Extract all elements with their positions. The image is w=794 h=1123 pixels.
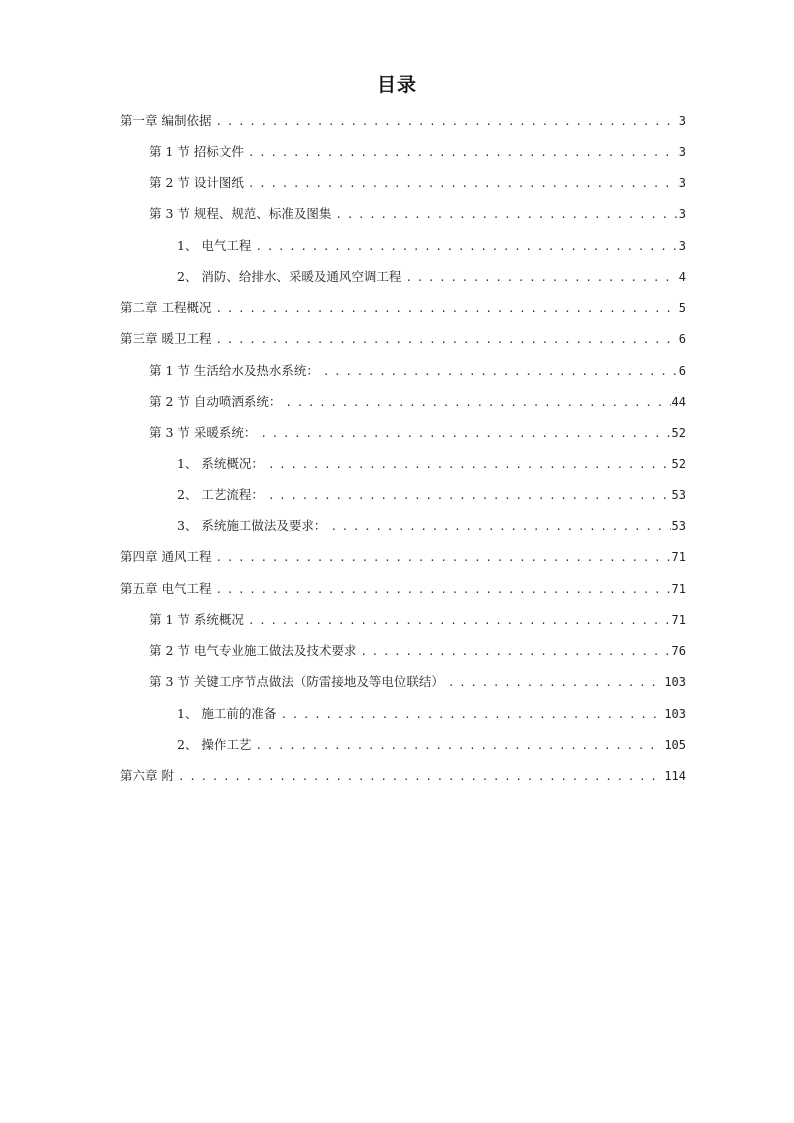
toc-entry-page: 53 <box>671 488 686 502</box>
toc-entry-text: 1、 电气工程 <box>177 238 252 253</box>
toc-entry[interactable] <box>177 516 686 536</box>
toc-entry-page: 105 <box>664 738 686 752</box>
toc-entry-page: 52 <box>671 426 686 440</box>
toc-entry[interactable] <box>177 485 686 505</box>
toc-entry-page: 3 <box>678 207 686 221</box>
toc-dot-leader <box>215 580 670 600</box>
toc-entry-page: 52 <box>671 457 686 471</box>
toc-entry-page: 53 <box>671 519 686 533</box>
toc-dot-leader <box>330 517 670 537</box>
toc-entry-text: 第 1 节 系统概况 <box>149 612 244 627</box>
toc-entry-page: 114 <box>664 769 686 783</box>
toc-dot-leader <box>360 642 670 662</box>
toc-entry[interactable] <box>120 298 686 318</box>
toc-entry[interactable] <box>120 329 686 349</box>
toc-entry-text: 1、 系统概况： <box>177 456 264 471</box>
toc-entry[interactable] <box>177 735 686 755</box>
toc-entry[interactable] <box>177 454 686 474</box>
toc-dot-leader <box>268 455 671 475</box>
toc-dot-leader <box>260 424 670 444</box>
toc-entry-page: 4 <box>678 270 686 284</box>
toc-entry-text: 第三章 暖卫工程 <box>120 331 212 346</box>
toc-entry-text: 第五章 电气工程 <box>120 581 212 596</box>
toc-dot-leader <box>215 330 677 350</box>
toc-entry-page: 71 <box>671 550 686 564</box>
toc-entry-text: 2、 工艺流程： <box>177 487 264 502</box>
toc-entry-text: 第 1 节 招标文件 <box>149 144 244 159</box>
toc-entry-page: 3 <box>678 239 686 253</box>
toc-dot-leader <box>215 299 677 319</box>
toc-entry-page: 3 <box>678 145 686 159</box>
toc-entry-text: 第 2 节 设计图纸 <box>149 175 244 190</box>
toc-entry-text: 2、 操作工艺 <box>177 737 252 752</box>
toc-dot-leader <box>255 237 677 257</box>
toc-entry-text: 第一章 编制依据 <box>120 113 212 128</box>
toc-dot-leader <box>268 486 671 506</box>
toc-entry[interactable] <box>149 423 686 443</box>
toc-entry-text: 第 3 节 关键工序节点做法（防雷接地及等电位联结） <box>149 674 444 689</box>
toc-dot-leader <box>323 362 678 382</box>
toc-dot-leader <box>285 393 670 413</box>
toc-entry[interactable] <box>120 579 686 599</box>
toc-entry-page: 3 <box>678 176 686 190</box>
toc-entry-page: 103 <box>664 707 686 721</box>
toc-dot-leader <box>255 736 663 756</box>
toc-entry-text: 第 2 节 电气专业施工做法及技术要求 <box>149 643 357 658</box>
toc-entry[interactable] <box>149 361 686 381</box>
toc-dot-leader <box>215 112 677 132</box>
toc-entry[interactable] <box>120 766 686 786</box>
toc-entry[interactable] <box>149 142 686 162</box>
toc-dot-leader <box>178 767 663 787</box>
toc-entry-text: 第 3 节 采暖系统： <box>149 425 257 440</box>
toc-entry[interactable] <box>149 610 686 630</box>
toc-entry-text: 2、 消防、给排水、采暖及通风空调工程 <box>177 269 402 284</box>
toc-entry-page: 6 <box>678 332 686 346</box>
toc-entry[interactable] <box>149 392 686 412</box>
toc-dot-leader <box>248 143 678 163</box>
toc-entry[interactable] <box>120 547 686 567</box>
toc-dot-leader <box>448 673 663 693</box>
toc-entry[interactable] <box>177 236 686 256</box>
toc-entry-page: 3 <box>678 114 686 128</box>
toc-entry[interactable] <box>120 111 686 131</box>
toc-entry-text: 第 2 节 自动喷洒系统： <box>149 394 282 409</box>
toc-entry[interactable] <box>177 267 686 287</box>
toc-dot-leader <box>335 205 677 225</box>
toc-dot-leader <box>405 268 677 288</box>
toc-title: 目录 <box>376 74 417 96</box>
toc-entry-text: 3、 系统施工做法及要求： <box>177 518 327 533</box>
toc-entry-text: 第六章 附 <box>120 768 174 783</box>
toc-dot-leader <box>215 548 670 568</box>
toc-entry-text: 第 3 节 规程、规范、标准及图集 <box>149 206 332 221</box>
toc-entry-page: 44 <box>671 395 686 409</box>
toc-dot-leader <box>248 174 678 194</box>
toc-entry-page: 5 <box>678 301 686 315</box>
toc-entry[interactable] <box>149 641 686 661</box>
toc-entry-text: 第二章 工程概况 <box>120 300 212 315</box>
toc-entry[interactable] <box>149 672 686 692</box>
toc-entry[interactable] <box>149 173 686 193</box>
toc-entry-page: 76 <box>671 644 686 658</box>
toc-dot-leader <box>280 705 663 725</box>
toc-entry-page: 71 <box>671 582 686 596</box>
toc-entry-page: 6 <box>678 364 686 378</box>
toc-entry-text: 第四章 通风工程 <box>120 549 212 564</box>
toc-entry-text: 第 1 节 生活给水及热水系统： <box>149 363 319 378</box>
toc-dot-leader <box>248 611 671 631</box>
toc-entry[interactable] <box>177 704 686 724</box>
toc-entry[interactable] <box>149 204 686 224</box>
toc-entry-text: 1、 施工前的准备 <box>177 706 277 721</box>
toc-entry-page: 103 <box>664 675 686 689</box>
toc-entry-page: 71 <box>671 613 686 627</box>
